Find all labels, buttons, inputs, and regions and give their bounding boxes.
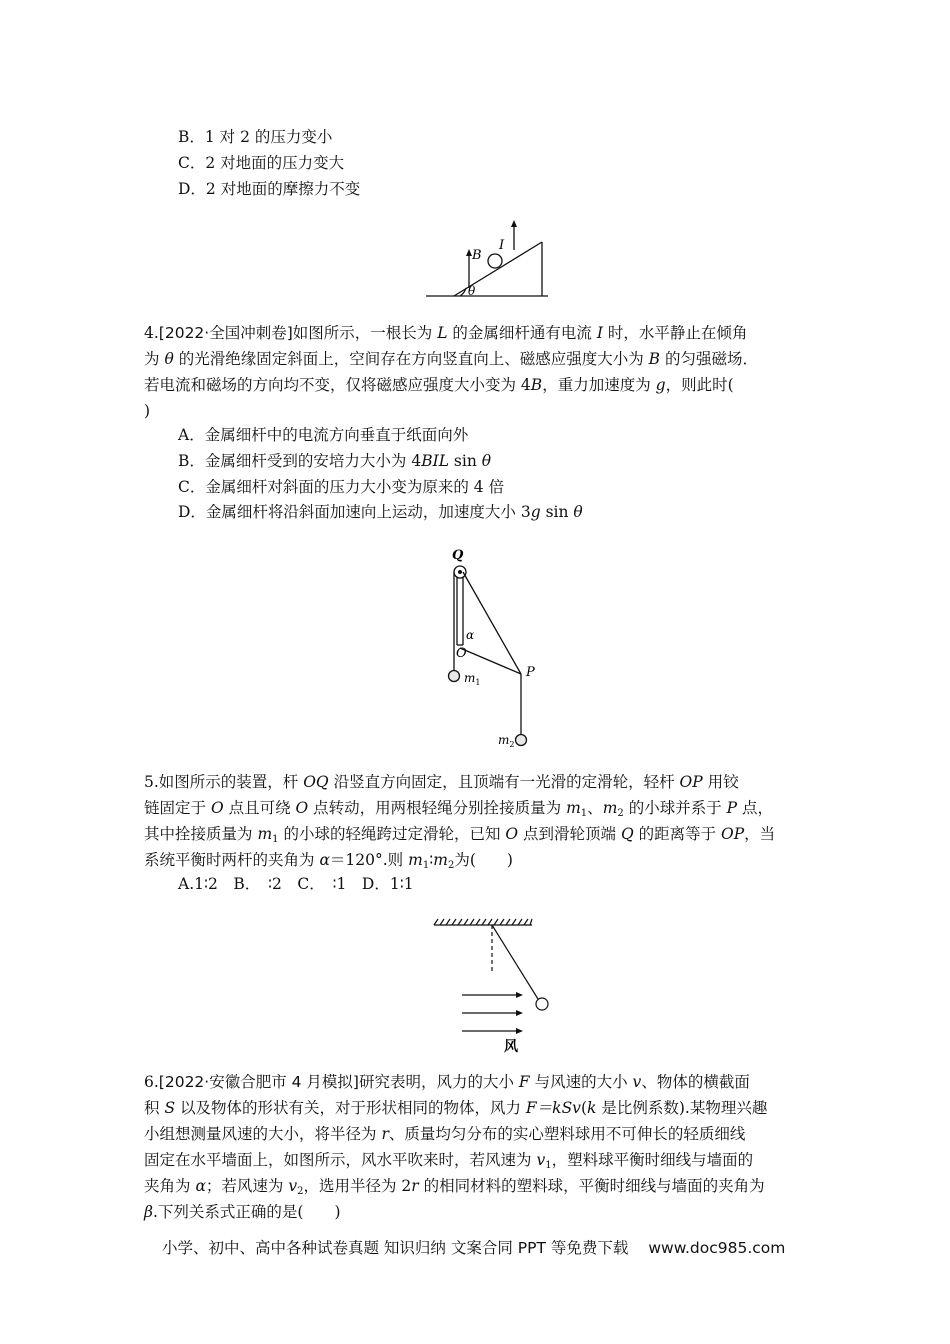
footer xyxy=(162,1236,785,1258)
q5-stem-line-2: 链固定于 O 点且可绕 O 点转动，用两根轻绳分别拴接质量为 $m_1$、$m_2$ 的小球并系于 P 点， xyxy=(144,799,773,819)
footer-text: 小学、初中、高中各种试卷真题 知识归纳 文案合同 PPT 等免费下载 xyxy=(162,1239,629,1257)
plastic-ball xyxy=(536,998,548,1010)
label-i: I xyxy=(499,238,505,253)
q4-stem-line-2: 为 θ 的光滑绝缘固定斜面上，空间存在方向竖直向上、磁感应强度大小为 B 的匀强磁场． xyxy=(144,350,758,368)
q3-option-b: B．1 对 2 的压力变小 xyxy=(178,128,333,146)
q4-option-a: A．金属细杆中的电流方向垂直于纸面向外 xyxy=(178,426,469,444)
q6-stem-line-6: β.下列关系式正确的是( ) xyxy=(144,1203,341,1221)
label-b: B xyxy=(472,248,482,263)
incline-figure xyxy=(420,220,560,300)
q6-stem-line-1: 6.[2022·安徽合肥市 4 月模拟]研究表明，风力的大小 F 与风速的大小 v、物体的横截面 xyxy=(144,1073,750,1091)
label-alpha: α xyxy=(466,628,475,642)
label-p: P xyxy=(526,665,535,680)
q4-option-b: B．金属细杆受到的安培力大小为 4BIL sin θ xyxy=(178,452,492,470)
pulley-figure xyxy=(440,545,560,755)
q3-option-c: C．2 对地面的压力变大 xyxy=(178,154,345,172)
label-theta: θ xyxy=(468,284,476,298)
label-o: O xyxy=(456,646,467,661)
q4-option-d: D．金属细杆将沿斜面加速向上运动，加速度大小 3g sin θ xyxy=(178,503,583,521)
ball-m2 xyxy=(516,735,527,746)
label-q: Q xyxy=(452,548,464,563)
q5-stem-line-3: 其中拴接质量为 $m_1$ 的小球的轻绳跨过定滑轮，已知 O 点到滑轮顶端 Q 的距离等于 OP，当 xyxy=(144,825,776,845)
q6-stem-line-4: 固定在水平墙面上，如图所示，风水平吹来时，若风速为 $v_1$，塑料球平衡时细线与墙面的 xyxy=(144,1151,754,1171)
q3-option-d: D．2 对地面的摩擦力不变 xyxy=(178,180,361,198)
q6-stem-line-5: 夹角为 α；若风速为 $v_2$，选用半径为 2r 的相同材料的塑料球，平衡时细线与墙面的夹角为 xyxy=(144,1177,765,1197)
q5-stem-line-1: 5.如图所示的装置，杆 OQ 沿竖直方向固定，且顶端有一光滑的定滑轮，轻杆 OP 用铰 xyxy=(144,773,739,791)
q4-stem-line-1: 4.[2022·全国冲刺卷]如图所示，一根长为 L 的金属细杆通有电流 I 时，水平静止在倾角 xyxy=(144,324,748,342)
wind-figure xyxy=(432,915,552,1055)
label-wind: 风 xyxy=(504,1039,518,1055)
q4-stem-line-4: ) xyxy=(144,402,151,420)
q6-stem-line-2: 积 S 以及物体的形状有关，对于形状相同的物体，风力 F＝kSv(k 是比例系数).某物理兴趣 xyxy=(144,1099,768,1117)
q4-stem-line-3: 若电流和磁场的方向均不变，仅将磁感应强度大小变为 4B，重力加速度为 g，则此时( xyxy=(144,376,734,394)
q4-option-c: C．金属细杆对斜面的压力大小变为原来的 4 倍 xyxy=(178,478,505,496)
q5-options: A.1∶2 B． ∶2 C． ∶1 D．1∶1 xyxy=(178,875,414,893)
label-m1: $m_1$ xyxy=(464,671,481,687)
ball-m1 xyxy=(449,671,460,682)
footer-url[interactable]: www.doc985.com xyxy=(648,1239,786,1257)
q6-stem-line-3: 小组想测量风速的大小，将半径为 r、质量均匀分布的实心塑料球用不可伸长的轻质细线 xyxy=(144,1125,746,1143)
label-m2: $m_2$ xyxy=(498,733,515,749)
rod-cross-section xyxy=(488,254,502,268)
q5-stem-line-4: 系统平衡时两杆的夹角为 α＝120°.则 $m_1∶m_2$为( ) xyxy=(144,851,513,871)
